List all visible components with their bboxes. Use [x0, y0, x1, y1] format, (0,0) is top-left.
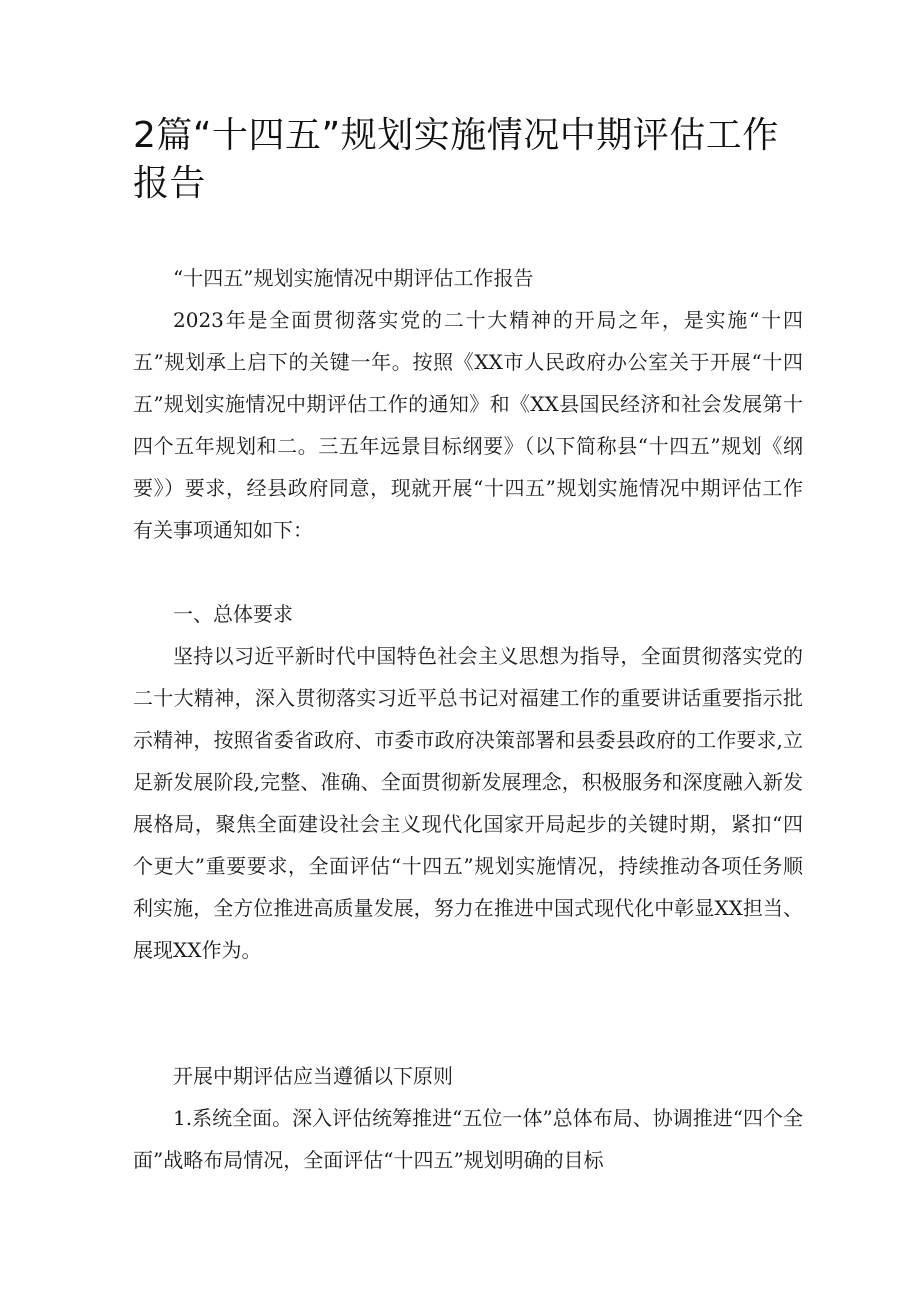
paragraph: 1.系统全面。深入评估统筹推进“五位一体”总体布局、协调推进“四个全面”战略布局情况，全面评估“十四五”规划明确的目标 [133, 1106, 803, 1172]
paragraph-intro [133, 299, 803, 551]
document-subtitle: “十四五”规划实施情况中期评估工作报告 [173, 266, 534, 290]
section-heading-general-requirements [133, 593, 803, 635]
section-heading: 一、总体要求 [173, 602, 293, 626]
document-title: 2篇“十四五”规划实施情况中期评估工作报告 [133, 115, 779, 204]
section-heading-principles [133, 1055, 803, 1097]
section-heading: 开展中期评估应当遵循以下原则 [173, 1064, 453, 1088]
paragraph: 坚持以习近平新时代中国特色社会主义思想为指导，全面贯彻落实党的二十大精神，深入贯彻落实习近平总书记对福建工作的重要讲话重要指示批示精神，按照省委省政府、市委市政府决策部署和县委县政府的工作要求,立足新发展阶段,完整、准确、全面贯彻新发展理念，积极服务和深度融入新发展格局，聚焦全面建设社会主义现代化国家开局起步的关键时期，紧扣“四个更大”重要要求，全面评估“十四五”规划实施情况，持续推动各项任务顺利实施，全方位推进高质量发展，努力在推进中国式现代化中彰显XX担当、展现XX作为。 [133, 644, 803, 962]
paragraph-principle-1 [133, 1097, 803, 1181]
paragraph-general-requirements [133, 635, 803, 971]
paragraph: 2023年是全面贯彻落实党的二十大精神的开局之年，是实施“十四五”规划承上启下的关键一年。按照《XX市人民政府办公室关于开展“十四五”规划实施情况中期评估工作的通知》和《XX县国民经济和社会发展第十四个五年规划和二。三五年远景目标纲要》（以下简称县“十四五”规划《纲要》）要求，经县政府同意，现就开展“十四五”规划实施情况中期评估工作有关事项通知如下： [133, 308, 803, 542]
